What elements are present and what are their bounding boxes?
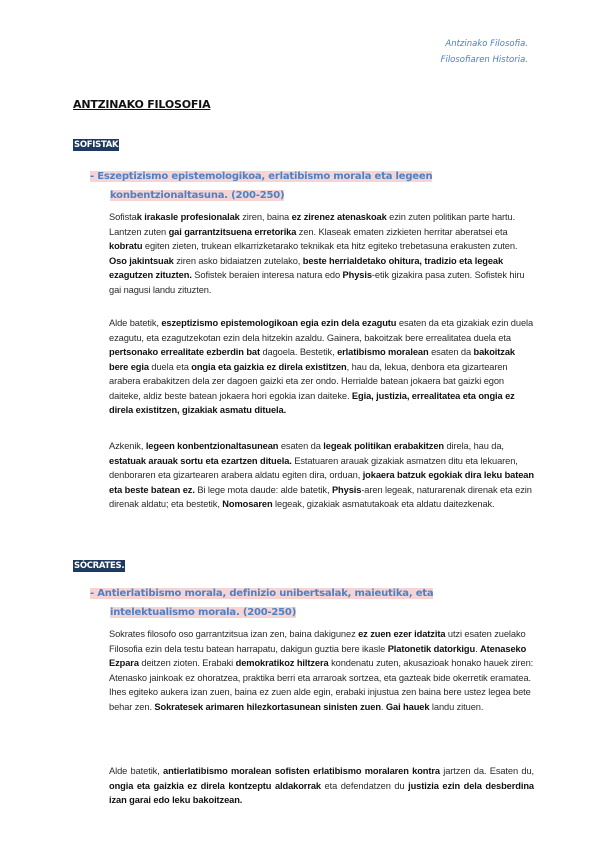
text-run: dagoela. Bestetik, [259, 347, 338, 357]
bold-run: ongia eta gaizkia ez direla existitzen [191, 361, 347, 372]
paragraph [109, 316, 534, 418]
running-header [441, 36, 528, 68]
text-run: Azkenik, [109, 441, 146, 451]
text-run: jartzen da. Esaten du, [439, 766, 534, 776]
paragraph [109, 439, 534, 512]
bold-run: k irakasle profesionalak [136, 212, 240, 222]
text-run: Sofistek beraien interesa natura edo [191, 270, 343, 280]
bold-run: Sokratesek arimaren hilezkortasunean sinisten zuen [154, 701, 381, 712]
bold-run: Physis [342, 270, 372, 280]
text-run: legeak, gizakiak asmatutakoak eta aldatu daitezkenak. [272, 499, 495, 509]
text-run: ziren, baina [239, 212, 292, 222]
bold-run: ez zuen ezer idatzita [358, 629, 446, 639]
bold-run: legeen konbentzionaltasunean [145, 441, 279, 451]
text-run: egiten zieten, trukean elkarrizketarako teknikak eta hitz egiteko trebetasuna erakusten zuten. [142, 241, 518, 251]
text-run: Bi lege mota daude: alde batetik, [194, 484, 332, 495]
text-run: Alde batetik, [109, 766, 164, 776]
bold-run: ongia eta gaizkia ez direla kontzeptu aldakorrak [109, 780, 321, 791]
bold-run: demokratikoz hiltzera [235, 658, 329, 668]
text-run: eta defendatzen du [320, 780, 409, 791]
section-label-sofistak: SOFISTAK [74, 140, 119, 150]
bold-run: legeak politikan erabakitzen [323, 441, 444, 451]
subheading-line-1: - Eszeptizismo epistemologikoa, erlatibismo morala eta legeen [90, 171, 433, 182]
document-title: ANTZINAKO FILOSOFIA [73, 98, 211, 111]
text-run: deitzen zioten. Erabaki [138, 658, 236, 668]
subheading-line-2: intelektualismo morala. (200-250) [110, 607, 297, 618]
bold-run: gai garrantzitsuena erretorika [168, 226, 297, 237]
bold-run: kobratu [109, 241, 143, 251]
text-run: . [380, 701, 386, 712]
header-line-1: Antzinako Filosofia. [445, 39, 528, 49]
text-run: duela eta [148, 361, 192, 372]
paragraph [109, 210, 534, 297]
text-run: , hau da, lekua, denbora eta gizartearen arabera erabakitzen dela zer dagoen gaizki eta zer ondo. Herrialde batean jokaera bat gaizki egon daiteke, aldiz beste batean jokaera hori egokia izan daiteke. [109, 361, 508, 401]
text-run: Estatuaren arauak gizakiak asmatzen ditu eta lekuaren, denboraren eta gizartearen arabera aldatu egiten dira, orduan, [109, 455, 518, 480]
paragraph [109, 764, 534, 808]
text-run: esaten da [428, 347, 474, 357]
text-run: zen. Klaseak ematen zizkieten herritar aberatsei eta [296, 226, 508, 237]
paragraph [109, 627, 534, 714]
bold-run: justizia ezin dela desberdina izan garai edo leku bakoitzean. [109, 780, 534, 805]
bold-run: beste herrialdetako ohitura, tradizio eta legeak ezagutzen zituzten. [109, 255, 504, 280]
text-run: -aren legeak, naturarenak direnak eta ezin direnak aldatu; eta bestetik, [109, 484, 532, 509]
bold-run: Platonetik datorkigu [387, 643, 476, 654]
bold-run: antierlatibismo moralean sofisten erlatibismo moralaren kontra [163, 766, 440, 776]
subheading-sofistak [90, 167, 432, 205]
bold-run: Oso jakintsuak [109, 255, 174, 266]
text-run: esaten da [278, 441, 324, 451]
bold-run: estatuak arauak sortu eta ezartzen dituela. [109, 455, 292, 466]
subheading-line-1: - Antierlatibismo morala, definizio unibertsalak, maieutika, eta [90, 588, 434, 599]
text-run: utzi esaten zuelako Filosofia ezin dela testu batean harrapatu, dakigun guztia bere ikasle [109, 629, 526, 654]
bold-run: pertsonako errealitate ezberdin bat [109, 347, 260, 357]
text-run: . [475, 643, 481, 654]
text-run: -etik gizakira pasa zuten. Sofistek hiru gai nagusi landu zituzten. [109, 270, 525, 295]
bold-run: erlatibismo moralean [337, 347, 429, 357]
text-run: landu zituen. [429, 701, 484, 712]
header-line-2: Filosofiaren Historia. [440, 55, 528, 65]
text-run: direla, hau da, [443, 441, 504, 451]
text-run: ziren asko bidaiatzen zutelako, [173, 255, 303, 266]
bold-run: eszeptizismo epistemologikoan egia ezin dela ezagutu [161, 318, 397, 328]
bold-run: bakoitzak bere egia [109, 347, 515, 372]
bold-run: Egia, justizia, errealitatea eta ongia ez direla existitzen, gizakiak asmatu dituela. [109, 390, 515, 415]
subheading-socrates [90, 584, 433, 622]
bold-run: Gai hauek [385, 701, 430, 712]
subheading-line-2: konbentzionaltasuna. (200-250) [110, 190, 285, 201]
text-run: ezin zuten politikan parte hartu. Lantzen zuten [109, 212, 516, 237]
bold-run: Physis [331, 484, 362, 495]
text-run: Alde batetik, [109, 318, 162, 328]
text-run: Sofista [109, 212, 137, 222]
section-label-socrates: SÓCRATES. [74, 561, 125, 571]
text-run: Sokrates filosofo oso garrantzitsua izan zen, baina dakigunez [109, 629, 359, 639]
bold-run: ez zirenez atenaskoak [291, 212, 387, 222]
bold-run: jokaera batzuk egokiak dira leku batean eta beste batean ez. [109, 470, 534, 495]
bold-run: Atenaseko Ezpara [109, 643, 527, 668]
text-run: kondenatu zuten, akusazioak honako hauek ziren: Atenasko jainkoak ez ohoratzea, praktika berri eta arraroak sortzea, eta gazteak bide okerretik eramatea. Ihes egiteko aukera izan zuen, baina ez zuen alde egin, erabaki injustua zen baina bere ustez legea bete behar zen. [109, 658, 534, 712]
bold-run: Nomosaren [222, 499, 273, 509]
text-run: esaten da eta gizakiak ezin duela ezagutu, eta ezagutzekotan ezin dela hitzekin azaldu. Gainera, bakoitzak bere errealitatea duela eta [109, 318, 534, 343]
